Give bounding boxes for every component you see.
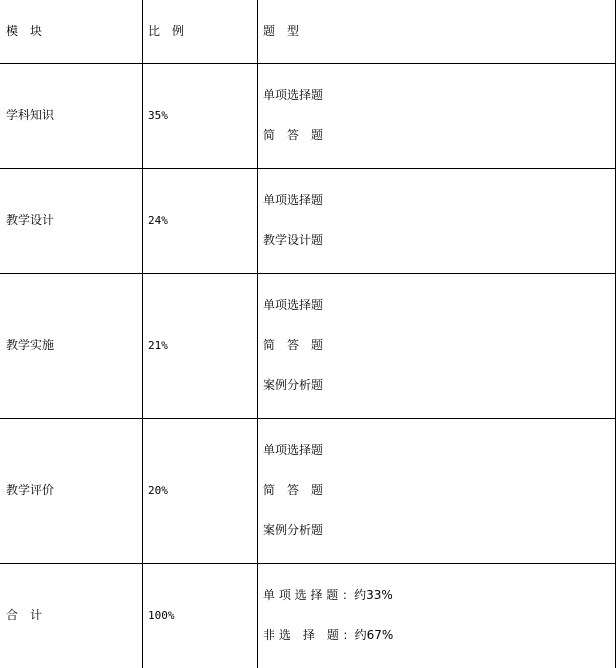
type-item: 简 答 题 [263,483,324,497]
row-divider [0,563,616,564]
row-divider [0,418,616,419]
type-item: 案例分析题 [263,378,324,392]
row-divider [0,63,616,64]
row-divider [0,168,616,169]
ratio-cell: 20% [148,484,168,497]
column-divider [142,0,143,668]
total-type-item: 单 项 选 择 题 ：约33% [263,588,393,602]
type-item: 单项选择题 [263,443,324,457]
header-type: 题 型 [263,24,300,38]
type-item: 单项选择题 [263,298,324,312]
module-cell: 教学实施 [6,338,55,352]
header-module: 模 块 [6,24,43,38]
type-item: 教学设计题 [263,233,324,247]
type-item: 简 答 题 [263,338,324,352]
total-ratio-cell: 100% [148,609,175,622]
total-module-cell: 合 计 [6,608,43,622]
ratio-cell: 21% [148,339,168,352]
column-divider [257,0,258,668]
module-cell: 教学设计 [6,213,55,227]
header-ratio: 比 例 [148,24,185,38]
type-item: 案例分析题 [263,523,324,537]
row-divider [0,273,616,274]
total-type-item: 非 选 择 题 ：约67% [263,628,394,642]
ratio-cell: 35% [148,109,168,122]
type-item: 单项选择题 [263,193,324,207]
type-item: 简 答 题 [263,128,324,142]
type-item: 单项选择题 [263,88,324,102]
module-cell: 教学评价 [6,483,55,497]
ratio-cell: 24% [148,214,168,227]
module-cell: 学科知识 [6,108,55,122]
